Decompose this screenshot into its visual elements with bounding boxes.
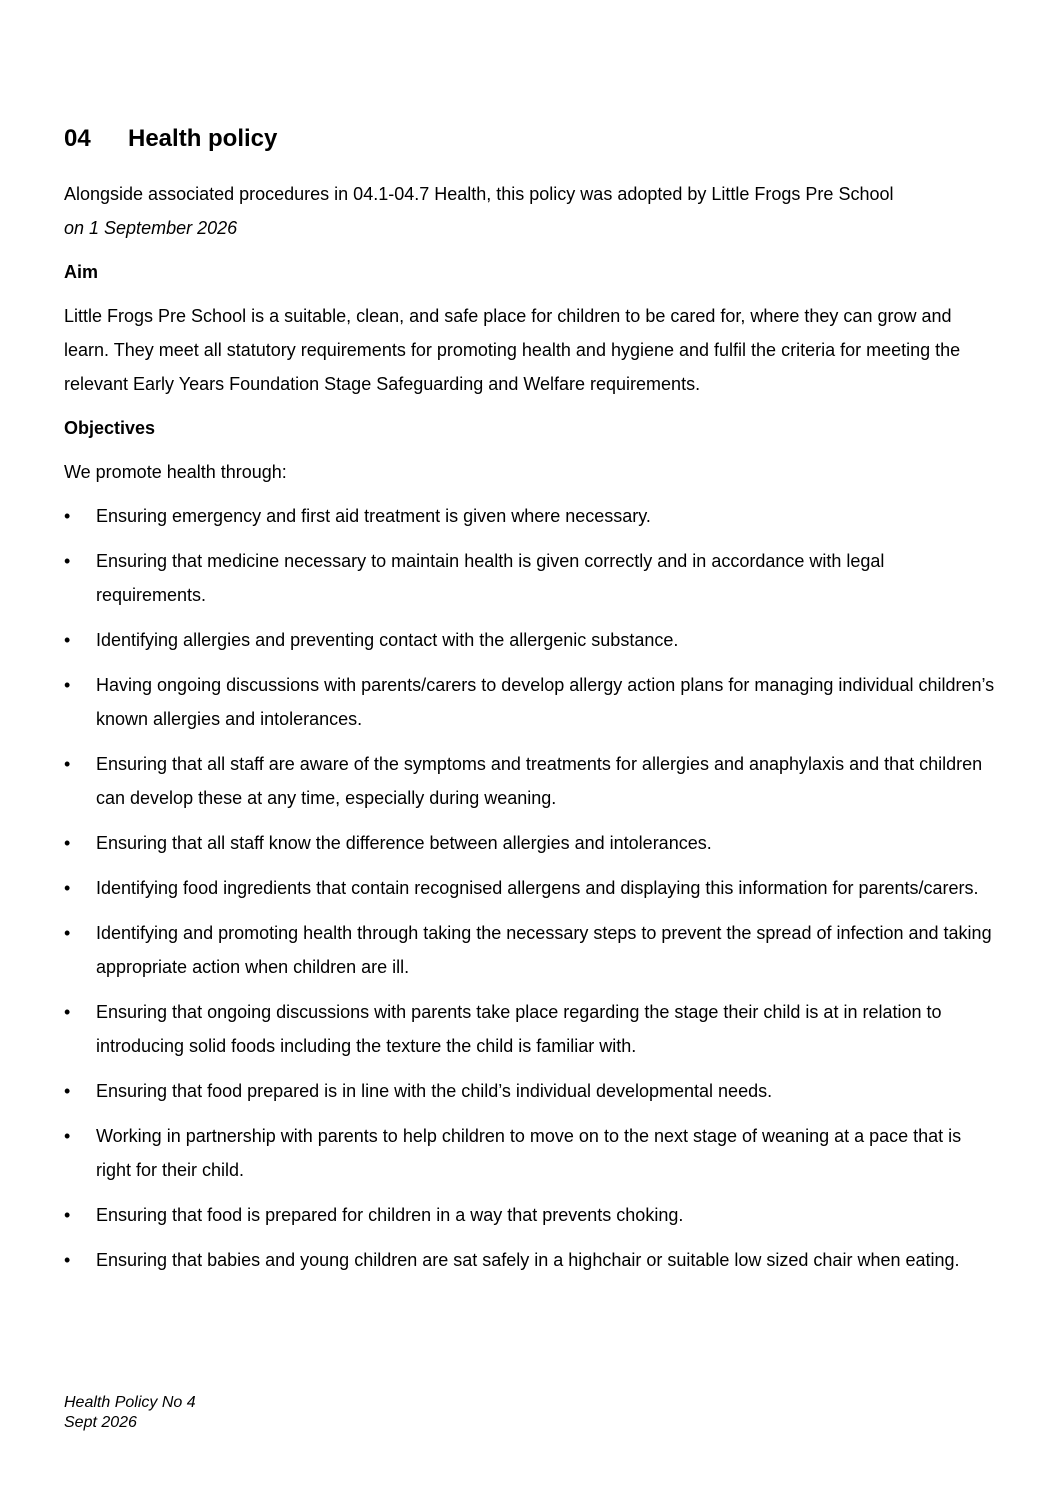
aim-heading: Aim [64, 262, 99, 282]
list-item-text: Ensuring that medicine necessary to maintain health is given correctly and in accordance with legal requirements. [96, 551, 885, 605]
list-item [64, 668, 999, 736]
bullet-icon: • [64, 1002, 71, 1022]
intro-text: Alongside associated procedures in 04.1-04.7 Health, this policy was adopted by Little Frogs Pre School [64, 184, 894, 204]
list-item [64, 1198, 999, 1232]
page-footer [64, 1393, 196, 1433]
list-item-text: Ensuring emergency and first aid treatment is given where necessary. [96, 506, 651, 526]
bullet-icon: • [64, 1126, 71, 1146]
list-item-text: Working in partnership with parents to help children to move on to the next stage of weaning at a pace that is right for their child. [96, 1126, 962, 1180]
bullet-icon: • [64, 551, 71, 571]
footer-date: Sept 2026 [64, 1414, 137, 1431]
bullet-icon: • [64, 675, 71, 695]
bullet-icon: • [64, 1205, 71, 1225]
bullet-icon: • [64, 630, 71, 650]
aim-text: Little Frogs Pre School is a suitable, clean, and safe place for children to be cared for, where they can grow and learn. They meet all statutory requirements for promoting health and hygiene and fulfil the criteria for meeting the relevant Early Years Foundation Stage Safeguarding and Welfare requirements. [64, 306, 961, 394]
list-item [64, 1074, 999, 1108]
list-item-text: Identifying and promoting health through taking the necessary steps to prevent the spread of infection and taking appropriate action when children are ill. [96, 923, 992, 977]
list-item [64, 871, 999, 905]
bullet-icon: • [64, 923, 71, 943]
list-item [64, 826, 999, 860]
footer-policy-name: Health Policy No 4 [64, 1394, 196, 1411]
list-item-text: Identifying food ingredients that contain recognised allergens and displaying this information for parents/carers. [96, 878, 979, 898]
bullet-icon: • [64, 1250, 71, 1270]
list-item [64, 747, 999, 815]
page-title [64, 121, 999, 157]
list-item [64, 995, 999, 1063]
list-item [64, 1119, 999, 1187]
list-item-text: Having ongoing discussions with parents/carers to develop allergy action plans for managing individual children’s known allergies and intolerances. [96, 675, 995, 729]
list-item [64, 916, 999, 984]
list-item-text: Ensuring that babies and young children are sat safely in a highchair or suitable low sized chair when eating. [96, 1250, 960, 1270]
objectives-heading: Objectives [64, 418, 156, 438]
list-item [64, 623, 999, 657]
objectives-list [64, 499, 999, 1277]
list-item-text: Ensuring that all staff know the difference between allergies and intolerances. [96, 833, 712, 853]
list-item-text: Ensuring that ongoing discussions with parents take place regarding the stage their child is at in relation to introducing solid foods including the texture the child is familiar with. [96, 1002, 942, 1056]
list-item-text: Ensuring that food prepared is in line with the child’s individual developmental needs. [96, 1081, 773, 1101]
list-item-text: Identifying allergies and preventing contact with the allergenic substance. [96, 630, 679, 650]
list-item-text: Ensuring that all staff are aware of the symptoms and treatments for allergies and anaphylaxis and that children can develop these at any time, especially during weaning. [96, 754, 983, 808]
bullet-icon: • [64, 878, 71, 898]
heading-title: Health policy [128, 125, 278, 152]
bullet-icon: • [64, 506, 71, 526]
bullet-icon: • [64, 1081, 71, 1101]
document-body [64, 121, 999, 1288]
adopted-date: on 1 September 2026 [64, 218, 238, 238]
bullet-icon: • [64, 833, 71, 853]
objectives-intro: We promote health through: [64, 462, 287, 482]
intro-paragraph [64, 177, 999, 245]
list-item [64, 544, 999, 612]
bullet-icon: • [64, 754, 71, 774]
list-item-text: Ensuring that food is prepared for children in a way that prevents choking. [96, 1205, 684, 1225]
heading-number: 04 [64, 125, 91, 152]
list-item [64, 499, 999, 533]
list-item [64, 1243, 999, 1277]
